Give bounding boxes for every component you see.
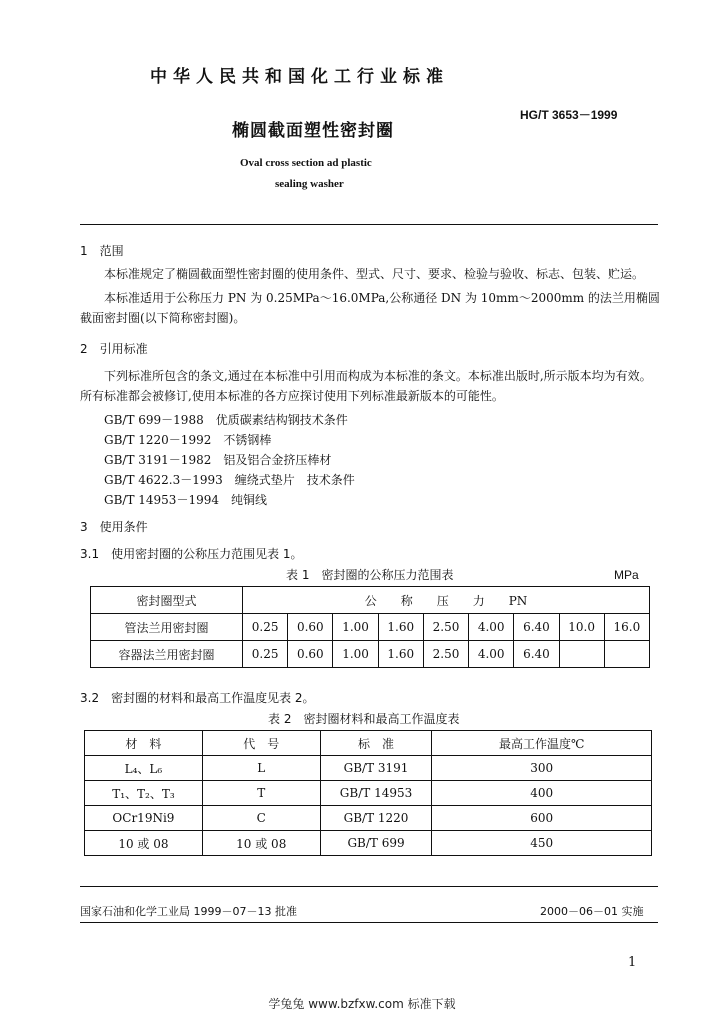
table-2-caption: 表 2 密封圈材料和最高工作温度表 [268, 712, 460, 726]
section-2-para-1: 下列标准所包含的条文,通过在本标准中引用而构成为本标准的条文。本标准出版时,所示版本均为有效。所有标准都会被修订,使用本标准的各方应探讨使用下列标准最新版本的可能性。 [80, 369, 652, 403]
table-cell: GB/T 1220 [320, 806, 432, 831]
table-2 [84, 730, 652, 856]
section-1-para-2: 本标准适用于公称压力 PN 为 0.25MPa～16.0MPa,公称通径 DN 为 10mm～2000mm 的法兰用椭圆截面密封圈(以下简称密封圈)。 [80, 291, 660, 325]
table-cell: 1.60 [378, 641, 423, 668]
table-cell: 16.0 [604, 614, 649, 641]
approval-text: 国家石油和化学工业局 1999－07－13 批准 [80, 905, 297, 918]
table-cell: 300 [432, 756, 652, 781]
table-cell: 2.50 [423, 641, 468, 668]
table-cell: 0.60 [288, 614, 333, 641]
table-1-header-pn: 公 称 压 力 PN [243, 587, 650, 614]
table-2-header-material: 材 料 [85, 731, 203, 756]
table-cell: 600 [432, 806, 652, 831]
table-2-header-max-temp: 最高工作温度℃ [432, 731, 652, 756]
table-cell: 4.00 [469, 641, 514, 668]
table-cell: GB/T 699 [320, 831, 432, 856]
table-cell: L₄、L₆ [85, 756, 203, 781]
table-cell: 1.00 [333, 641, 378, 668]
table-cell: 10.0 [559, 614, 604, 641]
table-row [91, 641, 650, 668]
reference-item: GB/T 1220－1992 不锈钢棒 [104, 433, 272, 447]
table-cell: 0.25 [243, 614, 288, 641]
table-cell: L [202, 756, 320, 781]
table-cell [604, 641, 649, 668]
section-3-title: 3 使用条件 [80, 520, 148, 534]
table-2-header-code: 代 号 [202, 731, 320, 756]
footer-bottom-rule [80, 922, 658, 923]
table-cell: C [202, 806, 320, 831]
table-cell: 1.00 [333, 614, 378, 641]
table-cell: 4.00 [469, 614, 514, 641]
table-cell: 10 或 08 [85, 831, 203, 856]
page-number: 1 [628, 955, 637, 970]
footer-divider [80, 886, 658, 887]
document-title-cn: 椭圆截面塑性密封圈 [232, 121, 394, 141]
table-row [85, 781, 652, 806]
reference-item: GB/T 14953－1994 纯铜线 [104, 493, 267, 507]
reference-item: GB/T 3191－1982 铝及铝合金挤压棒材 [104, 453, 332, 467]
document-title-en-line2: sealing washer [275, 178, 344, 190]
table-row [85, 756, 652, 781]
table-2-header-standard: 标 准 [320, 731, 432, 756]
title-divider [80, 224, 658, 225]
table-cell: 6.40 [514, 641, 559, 668]
table-cell: 6.40 [514, 614, 559, 641]
table-cell: 2.50 [423, 614, 468, 641]
table-row [85, 831, 652, 856]
table-row [91, 614, 650, 641]
table-cell: 450 [432, 831, 652, 856]
section-2-title: 2 引用标准 [80, 342, 148, 356]
table-cell: 0.25 [243, 641, 288, 668]
standard-number: HG/T 3653－1999 [520, 108, 618, 122]
table-cell-type: 管法兰用密封圈 [91, 614, 243, 641]
table-cell: GB/T 14953 [320, 781, 432, 806]
watermark-text: 学兔兔 www.bzfxw.com 标准下载 [268, 997, 456, 1011]
table-cell: 400 [432, 781, 652, 806]
table-cell: OCr19Ni9 [85, 806, 203, 831]
table-cell: 0.60 [288, 641, 333, 668]
reference-item: GB/T 4622.3－1993 缠绕式垫片 技术条件 [104, 473, 355, 487]
table-cell: 10 或 08 [202, 831, 320, 856]
table-row [85, 806, 652, 831]
table-cell [559, 641, 604, 668]
section-3-2-text: 3.2 密封圈的材料和最高工作温度见表 2。 [80, 691, 315, 705]
table-cell: GB/T 3191 [320, 756, 432, 781]
section-1-title: 1 范围 [80, 244, 124, 258]
table-1 [90, 586, 650, 668]
table-1-caption: 表 1 密封圈的公称压力范围表 [286, 568, 454, 582]
implementation-text: 2000－06－01 实施 [540, 905, 644, 918]
document-title-en-line1: Oval cross section ad plastic [240, 157, 372, 169]
table-1-unit: MPa [614, 568, 639, 582]
table-cell: 1.60 [378, 614, 423, 641]
table-cell-type: 容器法兰用密封圈 [91, 641, 243, 668]
section-3-1-text: 3.1 使用密封圈的公称压力范围见表 1。 [80, 547, 303, 561]
table-cell: T₁、T₂、T₃ [85, 781, 203, 806]
table-1-header-type: 密封圈型式 [91, 587, 243, 614]
reference-item: GB/T 699－1988 优质碳素结构钢技术条件 [104, 413, 348, 427]
table-cell: T [202, 781, 320, 806]
section-1-para-1: 本标准规定了椭圆截面塑性密封圈的使用条件、型式、尺寸、要求、检验与验收、标志、包装、贮运。 [104, 267, 645, 281]
standard-category-header: 中华人民共和国化工行业标准 [150, 67, 449, 87]
